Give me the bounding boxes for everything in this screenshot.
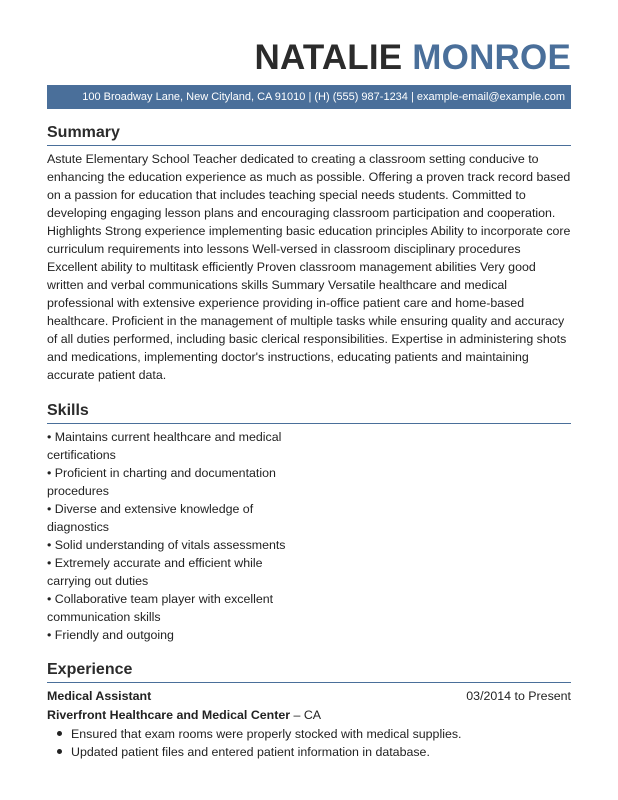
duty-text: Ensured that exam rooms were properly stocked with medical supplies.: [71, 727, 462, 741]
employer-location: – CA: [290, 708, 322, 722]
skill-item: • Friendly and outgoing: [47, 628, 174, 642]
skills-list: [47, 428, 307, 644]
contact-info: 100 Broadway Lane, New Cityland, CA 91010 | (H) (555) 987-1234 | example-email@example.com: [82, 91, 565, 103]
skill-item: • Solid understanding of vitals assessments: [47, 538, 286, 552]
duty-item: [57, 725, 557, 743]
duty-text: Updated patient files and entered patient information in database.: [71, 745, 430, 759]
summary-text: Astute Elementary School Teacher dedicated to creating a classroom setting conducive to enhancing the education experience as much as possible. Offering a proven track record based on a passion for education that includes teaching special needs students. Committed to developing engaging lesson plans and encouraging classroom participation and cooperation. Highlights Strong experience implementing basic education principles Ability to incorporate core curriculum requirements into lessons Well-versed in classroom disciplinary procedures Excellent ability to multitask efficiently Proven classroom management abilities Very good written and verbal communications skills Summary Versatile healthcare and medical professional with extensive experience providing in-office patient care and home-based healthcare. Proficient in the management of multiple tasks while ensuring quality and accuracy of all duties performed, including basic clerical responsibilities. Expertise in administering shots and medications, implementing doctor's instructions, educating patients and maintaining accurate patient data.: [47, 152, 571, 382]
last-name: MONROE: [412, 38, 571, 77]
experience-heading: Experience: [47, 660, 571, 683]
first-name: NATALIE: [254, 38, 403, 77]
job-duties: [57, 725, 557, 761]
skills-heading: Skills: [47, 401, 571, 424]
employer: [47, 707, 321, 723]
skill-item: • Maintains current healthcare and medical certifications: [47, 430, 282, 462]
skill-item: • Diverse and extensive knowledge of diagnostics: [47, 502, 254, 534]
summary-heading: Summary: [47, 123, 571, 146]
skill-item: • Extremely accurate and efficient while carrying out duties: [47, 556, 263, 588]
bullet-icon: [57, 749, 62, 754]
duty-item: [57, 743, 557, 761]
job-dates: 03/2014 to Present: [466, 689, 571, 703]
employer-name: Riverfront Healthcare and Medical Center: [47, 708, 291, 722]
candidate-name: [254, 38, 571, 78]
bullet-icon: [57, 731, 62, 736]
skill-item: • Collaborative team player with excellent communication skills: [47, 592, 274, 624]
contact-bar: [47, 85, 571, 109]
job-title: Medical Assistant: [47, 689, 152, 703]
skill-item: • Proficient in charting and documentation procedures: [47, 466, 276, 498]
